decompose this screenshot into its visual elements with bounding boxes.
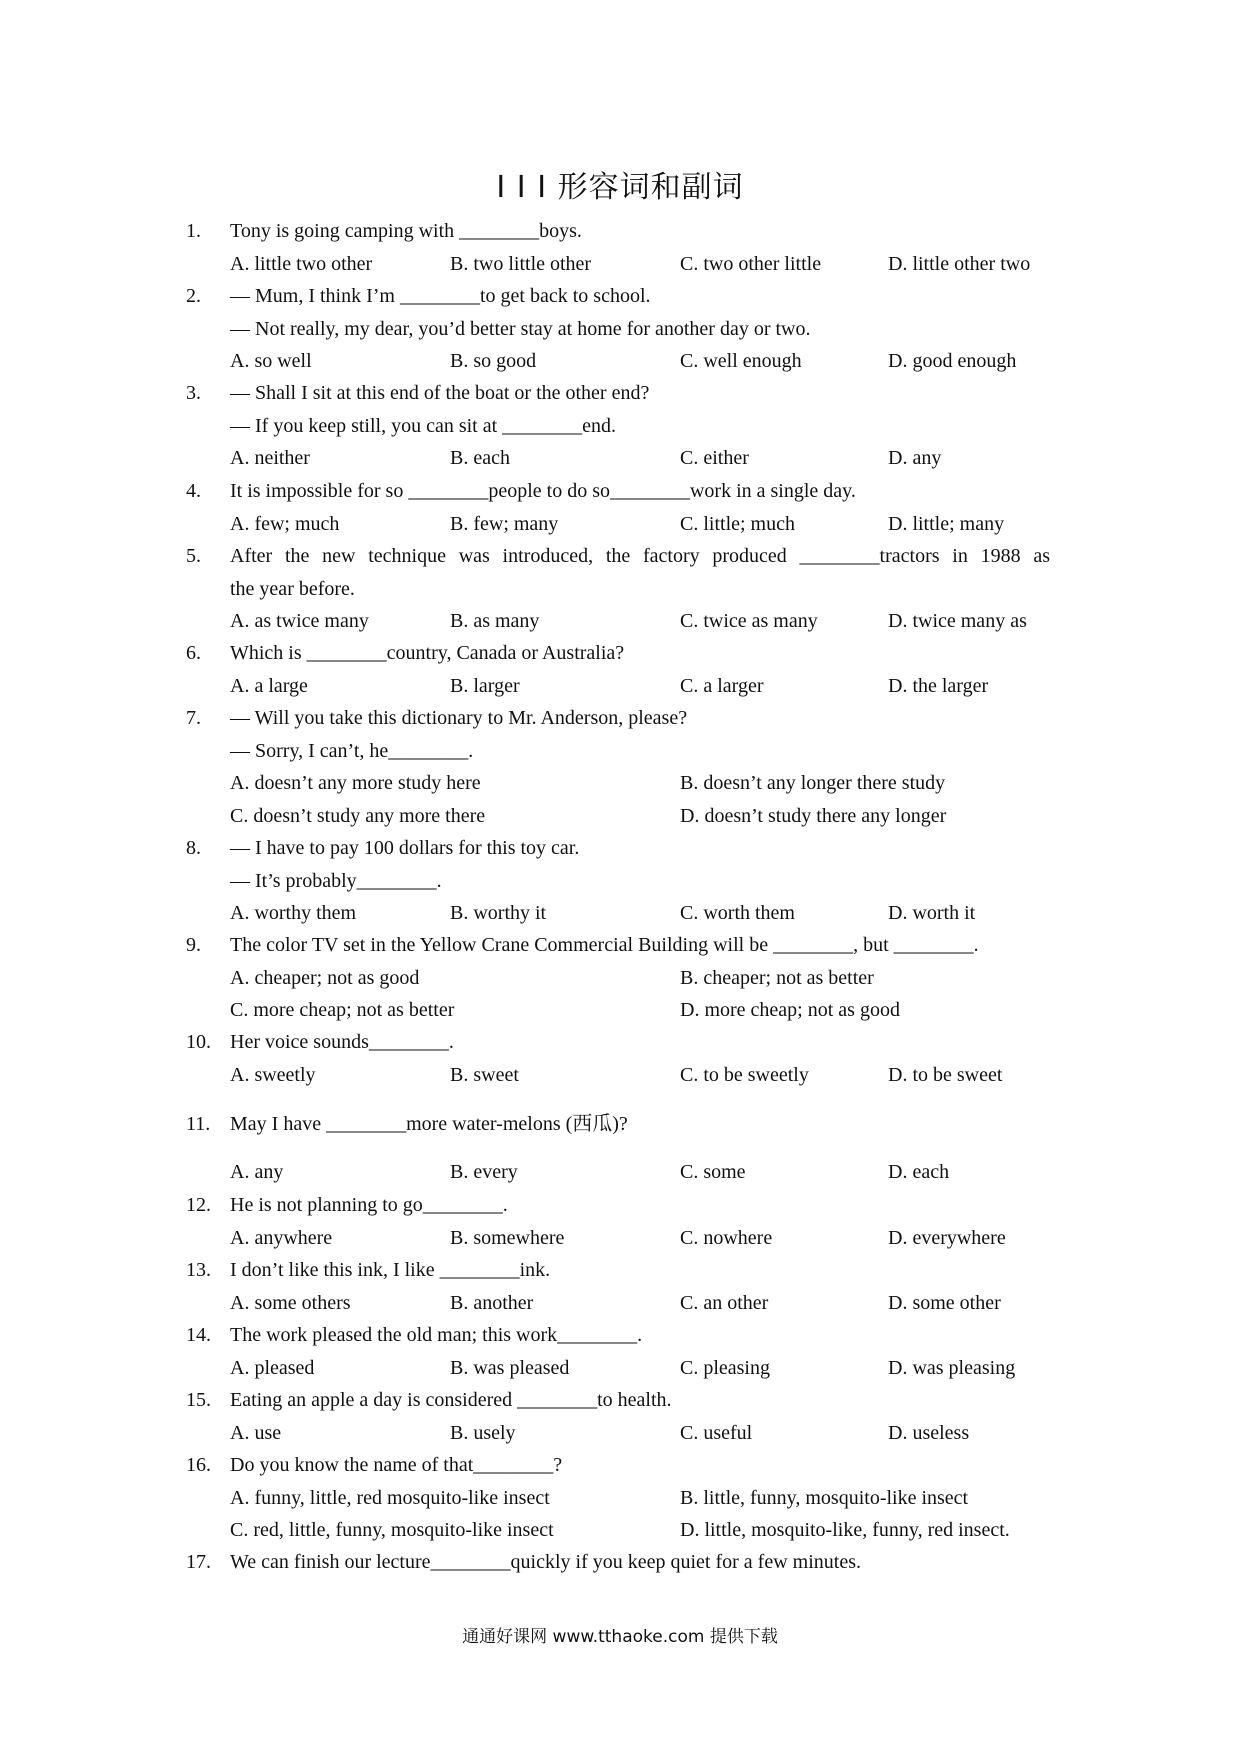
option-d: D. to be sweet (888, 1063, 1003, 1086)
question-number: 5. (186, 545, 201, 567)
option-c: C. red, little, funny, mosquito-like insect (230, 1519, 554, 1541)
question-6 (0, 637, 1240, 702)
option-c: C. worth them (680, 902, 795, 924)
option-c: C. to be sweetly (680, 1063, 809, 1086)
question-number: 6. (186, 642, 201, 664)
question-stem: I don’t like this ink, I like ________ink. (230, 1259, 551, 1281)
option-d: D. some other (888, 1291, 1001, 1314)
question-number: 12. (186, 1194, 211, 1216)
option-b: B. sweet (450, 1063, 519, 1086)
question-9 (0, 929, 1240, 1027)
question-stem: — I have to pay 100 dollars for this toy car. (230, 837, 580, 859)
option-c: C. twice as many (680, 610, 818, 632)
option-a: A. little two other (230, 252, 373, 275)
question-stem-line: — Sorry, I can’t, he________. (230, 739, 474, 762)
option-c: C. two other little (680, 252, 822, 275)
question-8 (0, 832, 1240, 930)
option-d: D. useless (888, 1421, 970, 1444)
option-b: B. so good (450, 350, 537, 372)
option-b: B. somewhere (450, 1226, 565, 1249)
option-d: D. worth it (888, 902, 976, 924)
option-a: A. pleased (230, 1356, 315, 1379)
question-12 (0, 1189, 1240, 1254)
option-c: C. either (680, 447, 749, 469)
question-stem-line: — If you keep still, you can sit at ________end. (230, 414, 617, 437)
option-a: A. worthy them (230, 902, 357, 924)
option-d: D. each (888, 1161, 950, 1183)
question-stem: — Shall I sit at this end of the boat or the other end? (230, 382, 650, 404)
option-a: A. anywhere (230, 1226, 333, 1249)
option-b: B. few; many (450, 512, 559, 535)
question-14 (0, 1319, 1240, 1384)
question-stem: The color TV set in the Yellow Crane Commercial Building will be ________, but ________. (230, 934, 979, 956)
option-d: D. twice many as (888, 610, 1027, 632)
option-b: B. as many (450, 610, 540, 632)
question-number: 11. (186, 1113, 211, 1135)
question-stem-line: — Not really, my dear, you’d better stay at home for another day or two. (230, 317, 811, 340)
question-number: 13. (186, 1259, 211, 1281)
question-13 (0, 1254, 1240, 1319)
option-d: D. little other two (888, 252, 1031, 275)
question-7 (0, 702, 1240, 832)
option-d: D. little; many (888, 512, 1005, 535)
option-c: C. doesn’t study any more there (230, 804, 486, 827)
option-a: A. cheaper; not as good (230, 966, 420, 989)
question-number: 2. (186, 285, 201, 307)
option-c: C. nowhere (680, 1226, 773, 1249)
option-c: C. a larger (680, 674, 764, 697)
option-d: D. any (888, 447, 942, 469)
option-a: A. sweetly (230, 1063, 316, 1086)
option-b: B. another (450, 1291, 534, 1314)
option-b: B. worthy it (450, 902, 547, 924)
question-number: 8. (186, 837, 201, 859)
option-a: A. some others (230, 1291, 351, 1314)
question-stem: The work pleased the old man; this work________. (230, 1324, 643, 1346)
option-c: C. pleasing (680, 1356, 770, 1379)
option-d: D. little, mosquito-like, funny, red insect. (680, 1519, 1010, 1541)
option-c: C. little; much (680, 512, 795, 535)
option-a: A. as twice many (230, 610, 369, 632)
question-number: 3. (186, 382, 201, 404)
option-b: B. every (450, 1161, 518, 1183)
question-number: 7. (186, 707, 201, 729)
question-2 (0, 280, 1240, 378)
question-17 (0, 1546, 1240, 1579)
option-d: D. everywhere (888, 1226, 1006, 1249)
question-stem: Tony is going camping with ________boys. (230, 220, 582, 242)
option-c: C. more cheap; not as better (230, 999, 455, 1021)
option-a: A. few; much (230, 512, 340, 535)
option-d: D. doesn’t study there any longer (680, 804, 947, 827)
question-stem: It is impossible for so ________people to do so________work in a single day. (230, 480, 856, 502)
option-a: A. a large (230, 674, 308, 697)
question-number: 9. (186, 934, 201, 956)
option-a: A. any (230, 1161, 284, 1183)
option-a: A. neither (230, 447, 310, 469)
option-d: D. more cheap; not as good (680, 999, 900, 1021)
question-number: 15. (186, 1389, 211, 1411)
question-number: 14. (186, 1324, 211, 1346)
question-stem: Her voice sounds________. (230, 1031, 454, 1053)
option-b: B. was pleased (450, 1356, 570, 1379)
question-4 (0, 475, 1240, 540)
page-footer: 通通好课网 www.tthaoke.com 提供下载 (462, 1627, 778, 1647)
question-stem: We can finish our lecture________quickly if you keep quiet for a few minutes. (230, 1551, 861, 1573)
question-stem-line: — It’s probably________. (230, 869, 442, 892)
option-b: B. larger (450, 674, 520, 697)
question-number: 17. (186, 1551, 211, 1573)
option-a: A. funny, little, red mosquito-like insect (230, 1486, 550, 1509)
question-11-options (0, 1156, 1240, 1189)
option-c: C. useful (680, 1421, 753, 1444)
question-stem: Eating an apple a day is considered ________to health. (230, 1389, 672, 1411)
option-a: A. use (230, 1421, 282, 1444)
option-d: D. the larger (888, 674, 989, 697)
question-stem: He is not planning to go________. (230, 1194, 508, 1216)
question-stem: — Will you take this dictionary to Mr. Anderson, please? (230, 707, 688, 729)
option-c: C. well enough (680, 350, 802, 372)
question-number: 1. (186, 220, 201, 242)
question-11 (0, 1108, 1240, 1141)
question-stem: Which is ________country, Canada or Australia? (230, 642, 625, 664)
option-c: C. some (680, 1161, 746, 1183)
question-stem: May I have ________more water-melons (西瓜)? (230, 1113, 628, 1135)
question-10 (0, 1026, 1240, 1091)
option-d: D. was pleasing (888, 1356, 1016, 1379)
question-3 (0, 377, 1240, 475)
option-c: C. an other (680, 1291, 769, 1314)
question-number: 4. (186, 480, 201, 502)
option-b: B. usely (450, 1421, 516, 1444)
option-b: B. little, funny, mosquito-like insect (680, 1486, 969, 1509)
question-15 (0, 1384, 1240, 1449)
option-b: B. doesn’t any longer there study (680, 772, 946, 794)
option-b: B. cheaper; not as better (680, 966, 874, 989)
question-stem: Do you know the name of that________? (230, 1454, 563, 1476)
question-stem: After the new technique was introduced, the factory produced ________tractors in 1988 as (230, 545, 1050, 567)
option-b: B. two little other (450, 252, 592, 275)
option-a: A. so well (230, 350, 312, 372)
option-d: D. good enough (888, 350, 1017, 372)
question-5 (0, 540, 1240, 638)
question-1 (0, 215, 1240, 280)
question-number: 10. (186, 1031, 211, 1053)
question-number: 16. (186, 1454, 211, 1476)
option-a: A. doesn’t any more study here (230, 772, 481, 794)
question-stem: — Mum, I think I’m ________to get back to school. (230, 285, 651, 307)
question-stem-line: the year before. (230, 577, 355, 600)
question-16 (0, 1449, 1240, 1547)
option-b: B. each (450, 447, 510, 469)
page-title: I I I 形容词和副词 (496, 170, 744, 205)
